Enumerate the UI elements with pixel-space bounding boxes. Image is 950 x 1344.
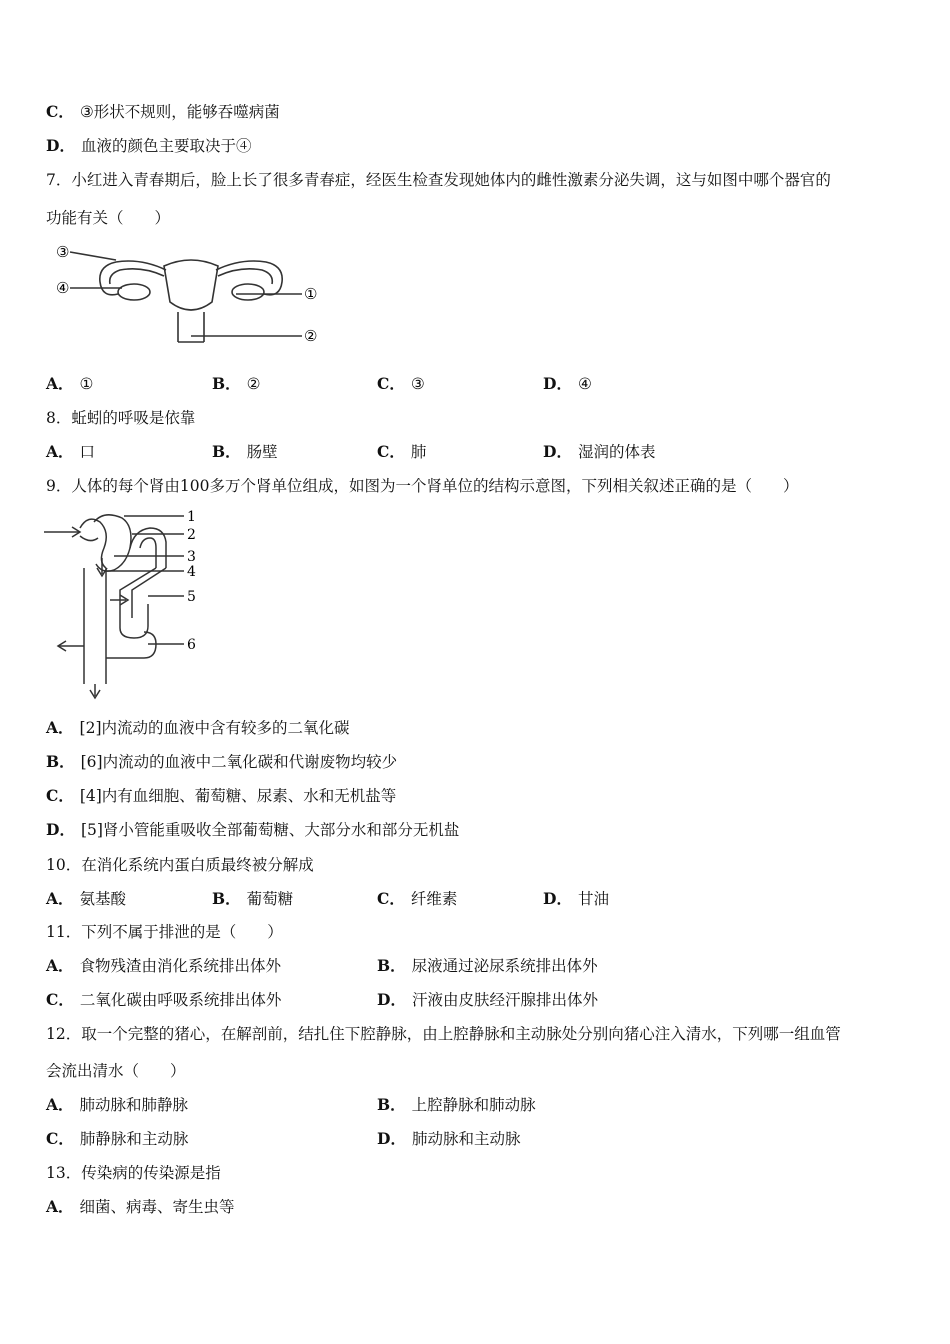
q12-stem-line2: 会流出清水（ ） — [46, 1062, 186, 1080]
option-text: 汗液由皮肤经汗腺排出体外 — [411, 991, 598, 1009]
option-text: [2]内流动的血液中含有较多的二氧化碳 — [79, 719, 350, 737]
option-text: 湿润的体表 — [577, 443, 656, 461]
option-text: 纤维素 — [410, 890, 458, 908]
option-label: C． — [46, 990, 74, 1009]
nephron-label-4: 4 — [187, 564, 196, 580]
option-text: ③形状不规则，能够吞噬病菌 — [79, 103, 280, 121]
option-text: 二氧化碳由呼吸系统排出体外 — [79, 991, 282, 1009]
option-label: D． — [543, 889, 572, 908]
option-label: D． — [543, 374, 572, 393]
option-label: D． — [46, 820, 75, 839]
q7-stem-line1: 7．小红进入青春期后，脸上长了很多青春症，经医生检查发现她体内的雌性激素分泌失调，这与如图中哪个器官的 — [46, 171, 831, 189]
option-text: [5]肾小管能重吸收全部葡萄糖、大部分水和部分无机盐 — [80, 821, 460, 839]
option-label: A． — [46, 374, 74, 393]
option-text: 肺动脉和主动脉 — [411, 1130, 521, 1148]
q9-option-c — [46, 786, 396, 806]
option-text: [4]内有血细胞、葡萄糖、尿素、水和无机盐等 — [79, 787, 397, 805]
option-label: C． — [377, 442, 405, 461]
figure-label-2: ② — [304, 327, 318, 345]
option-text: 尿液通过泌尿系统排出体外 — [411, 957, 598, 975]
q7-option-c — [377, 374, 425, 394]
option-label: A． — [46, 1095, 74, 1114]
option-text: ② — [246, 375, 261, 393]
q8-option-a — [46, 442, 95, 462]
option-label: A． — [46, 442, 74, 461]
option-label: D． — [377, 1129, 406, 1148]
q11-option-b — [377, 956, 598, 976]
q8-stem: 8．蚯蚓的呼吸是依靠 — [46, 409, 196, 427]
uterus-shape — [164, 260, 218, 310]
option-label: B． — [46, 752, 75, 771]
option-text: 口 — [79, 443, 96, 461]
q12-stem-line1: 12．取一个完整的猪心，在解剖前，结扎住下腔静脉，由上腔静脉和主动脉处分别向猪心注入清水，下列哪一组血管 — [46, 1025, 841, 1043]
q8-option-c — [377, 442, 426, 462]
q7-stem-line2: 功能有关（ ） — [46, 209, 171, 227]
option-label: D． — [46, 136, 75, 155]
q10-option-d — [543, 889, 609, 909]
female-reproductive-system-figure — [46, 236, 336, 354]
option-text: 甘油 — [577, 890, 609, 908]
option-text: 肺 — [410, 443, 427, 461]
q12-option-d — [377, 1129, 520, 1149]
option-label: C． — [46, 786, 74, 805]
q12-option-c — [46, 1129, 188, 1149]
option-label: D． — [377, 990, 406, 1009]
q12-option-b — [377, 1095, 536, 1115]
q10-option-a — [46, 889, 126, 909]
q7-option-a — [46, 374, 93, 394]
q6-option-c — [46, 102, 280, 122]
q9-option-b — [46, 752, 397, 772]
nephron-label-2: 2 — [187, 527, 196, 543]
q8-option-b — [212, 442, 278, 462]
option-label: A． — [46, 889, 74, 908]
nephron-label-5: 5 — [187, 589, 196, 605]
option-label: A． — [46, 1197, 74, 1216]
q11-stem: 11．下列不属于排泄的是（ ） — [46, 923, 283, 941]
option-text: 肺静脉和主动脉 — [79, 1130, 189, 1148]
option-label: C． — [377, 889, 405, 908]
option-label: A． — [46, 718, 74, 737]
option-text: 食物残渣由消化系统排出体外 — [79, 957, 282, 975]
option-text: 血液的颜色主要取决于④ — [80, 137, 252, 155]
figure-label-1: ① — [304, 285, 318, 303]
option-label: C． — [46, 102, 74, 121]
option-text: ① — [79, 375, 94, 393]
option-text: 葡萄糖 — [246, 890, 294, 908]
nephron-figure — [44, 508, 214, 700]
option-label: A． — [46, 956, 74, 975]
left-ovary-shape — [118, 284, 150, 300]
q13-option-a — [46, 1197, 235, 1217]
nephron-label-3: 3 — [187, 549, 196, 565]
nephron-label-1: 1 — [187, 509, 196, 525]
q9-stem: 9．人体的每个肾由100多万个肾单位组成，如图为一个肾单位的结构示意图，下列相关叙述正确的是（ ） — [46, 477, 799, 495]
q13-stem: 13．传染病的传染源是指 — [46, 1164, 221, 1182]
q11-option-d — [377, 990, 598, 1010]
figure-label-3: ③ — [56, 243, 70, 261]
option-text: [6]内流动的血液中二氧化碳和代谢废物均较少 — [80, 753, 398, 771]
q6-option-d — [46, 136, 251, 156]
option-text: 上腔静脉和肺动脉 — [411, 1096, 536, 1114]
option-label: B． — [377, 956, 406, 975]
option-text: 细菌、病毒、寄生虫等 — [79, 1198, 235, 1216]
option-label: B． — [377, 1095, 406, 1114]
option-label: C． — [377, 374, 405, 393]
option-label: B． — [212, 442, 241, 461]
option-label: B． — [212, 374, 241, 393]
option-text: ③ — [410, 375, 425, 393]
option-label: C． — [46, 1129, 74, 1148]
q12-option-a — [46, 1095, 188, 1115]
q7-option-d — [543, 374, 592, 394]
q9-option-a — [46, 718, 350, 738]
vagina-shape — [178, 312, 204, 342]
option-label: D． — [543, 442, 572, 461]
option-text: 氨基酸 — [79, 890, 127, 908]
q10-option-b — [212, 889, 293, 909]
q11-option-a — [46, 956, 281, 976]
option-text: 肠壁 — [246, 443, 278, 461]
q10-stem: 10．在消化系统内蛋白质最终被分解成 — [46, 856, 314, 874]
option-label: B． — [212, 889, 241, 908]
q10-option-c — [377, 889, 457, 909]
q9-option-d — [46, 820, 459, 840]
q7-option-b — [212, 374, 261, 394]
option-text: 肺动脉和肺静脉 — [79, 1096, 189, 1114]
q11-option-c — [46, 990, 281, 1010]
q8-option-d — [543, 442, 655, 462]
right-ovary-shape — [232, 284, 264, 300]
option-text: ④ — [577, 375, 592, 393]
nephron-label-6: 6 — [187, 637, 196, 653]
figure-label-4: ④ — [56, 279, 70, 297]
